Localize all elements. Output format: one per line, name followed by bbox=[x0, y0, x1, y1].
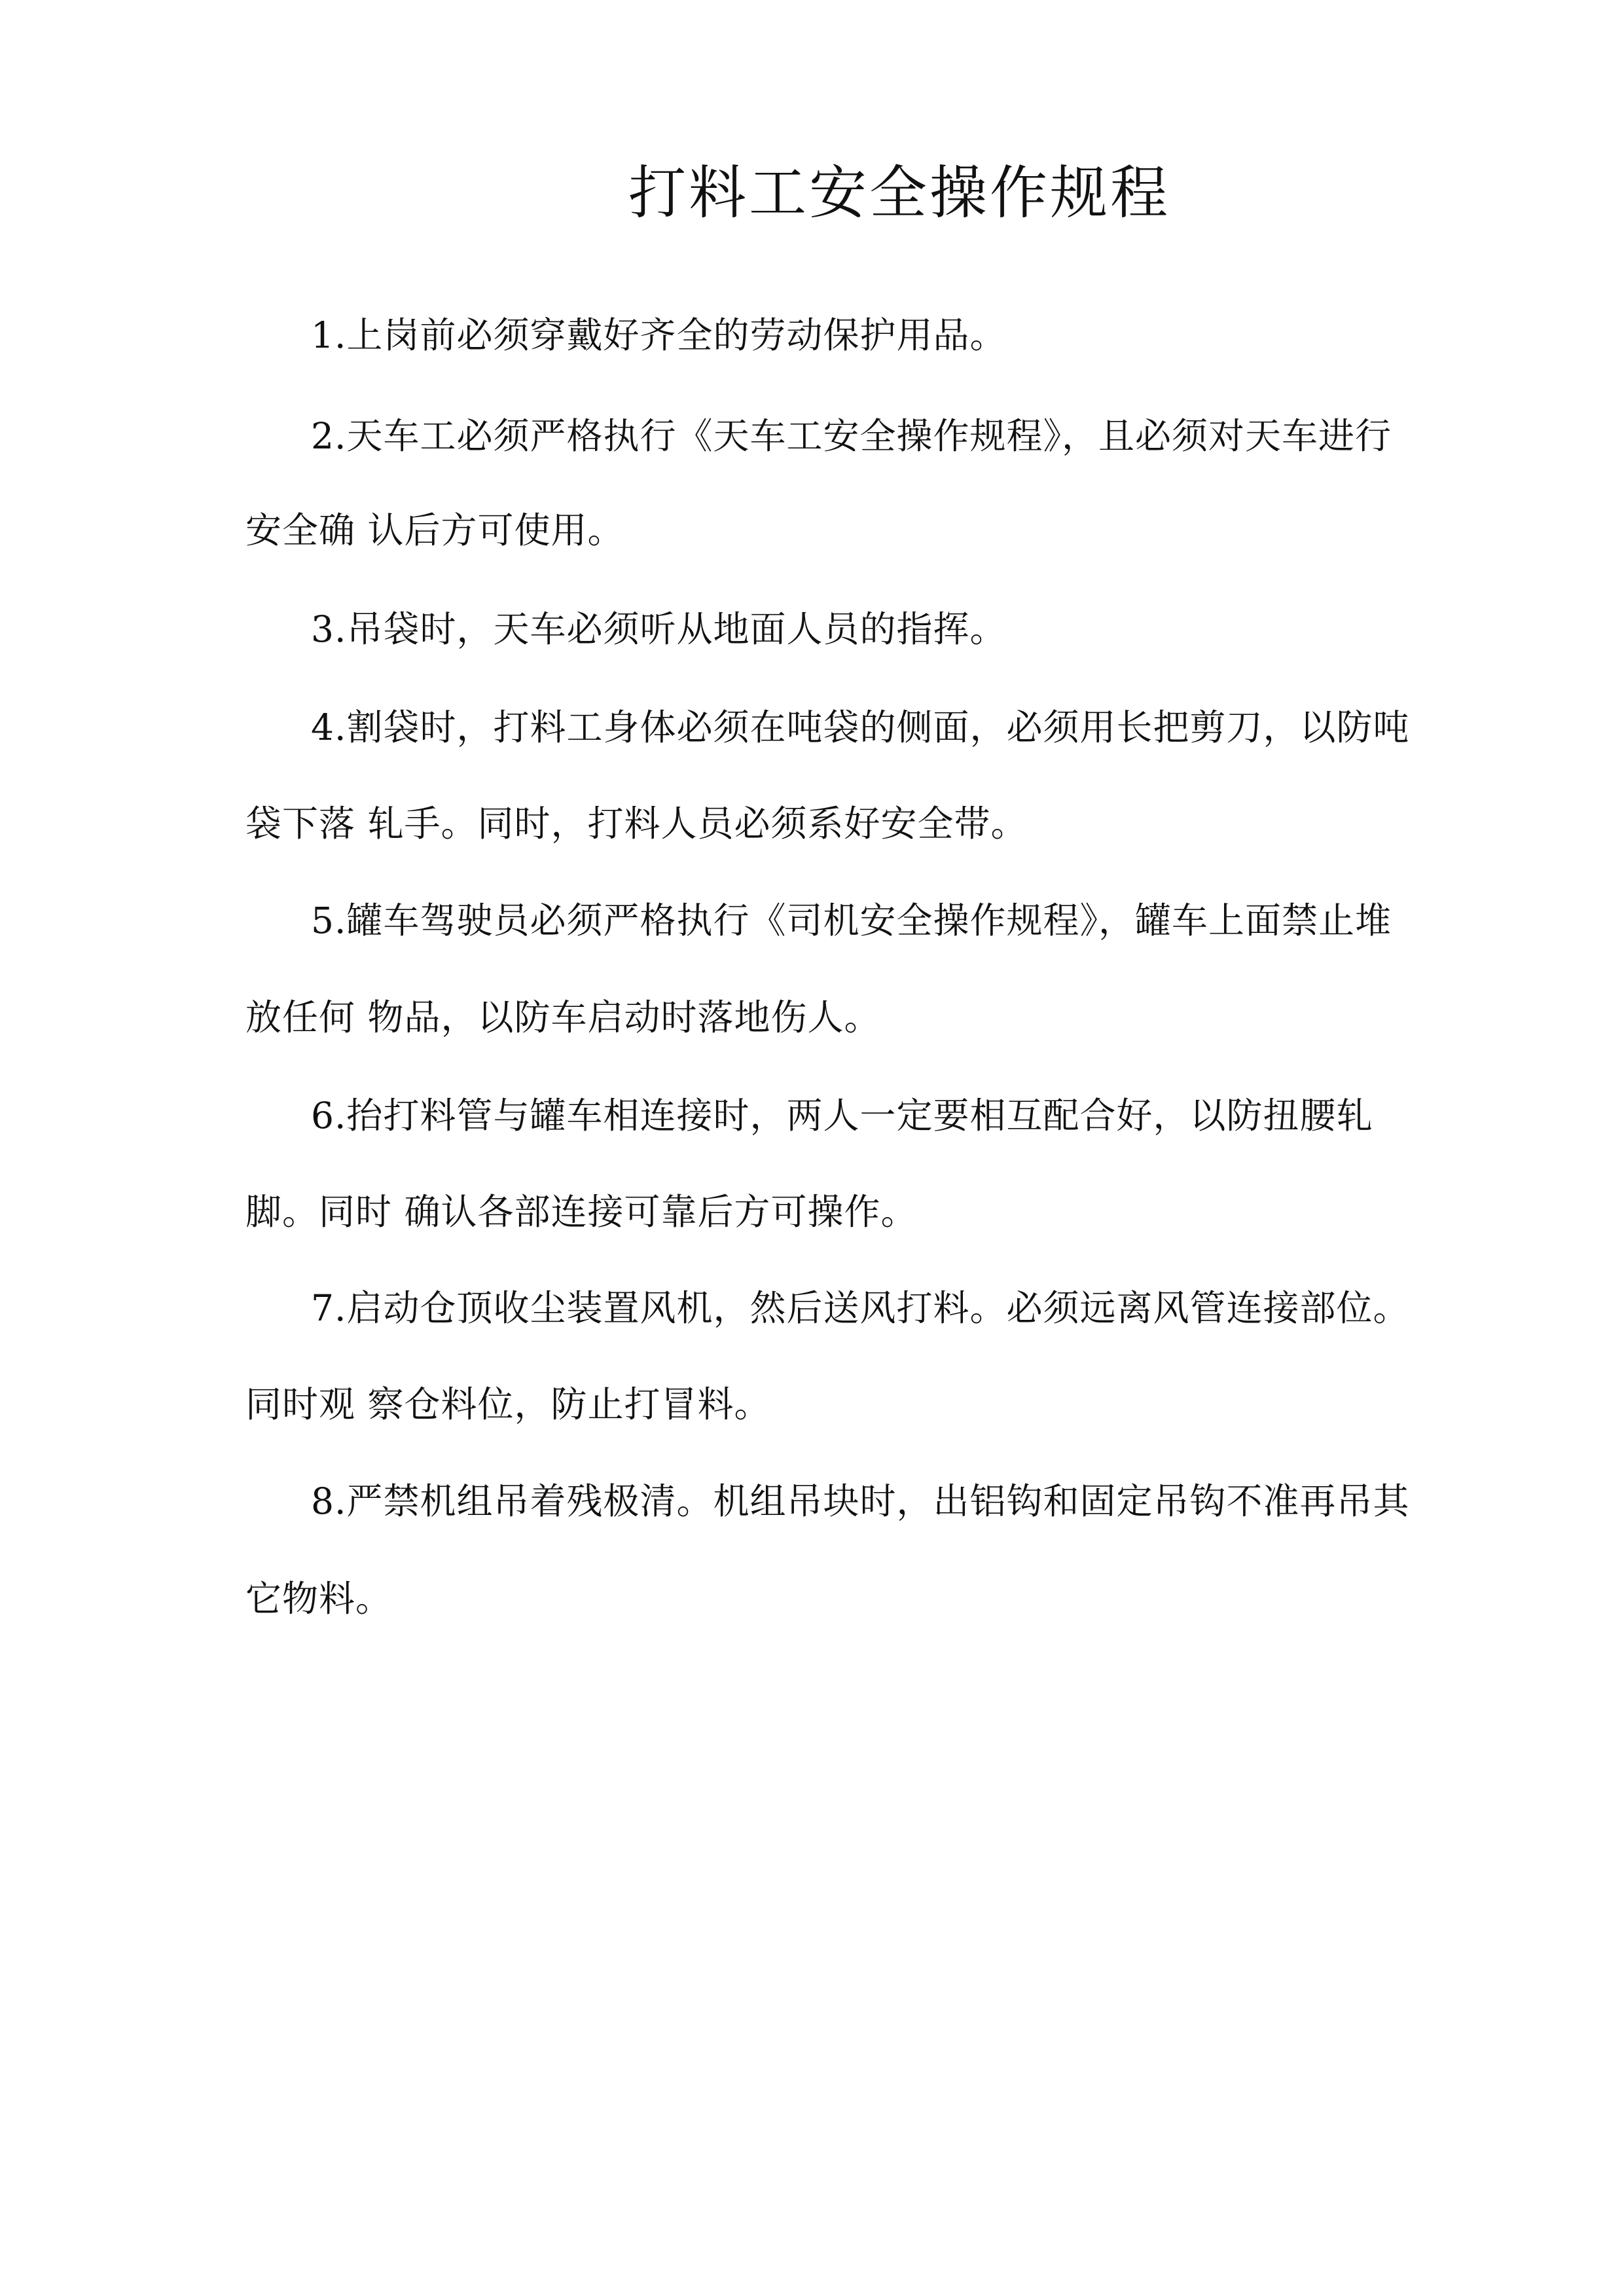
rule-7-line-1: 7.启动仓顶收尘装置风机，然后送风打料。必须远离风管连接部位。 bbox=[311, 1287, 1410, 1329]
rule-7-line-2: 同时观 察仓料位，防止打冒料。 bbox=[245, 1383, 771, 1425]
rule-1-line: 1.上岗前必须穿戴好齐全的劳动保护用品。 bbox=[311, 314, 1007, 356]
rule-4-line-2: 袋下落 轧手。同时，打料人员必须系好安全带。 bbox=[245, 803, 1028, 845]
rule-8-line-1: 8.严禁机组吊着残极清。机组吊块时，出铝钩和固定吊钩不准再吊其 bbox=[311, 1480, 1410, 1522]
document-title: 打料工安全操作规程 bbox=[628, 159, 1171, 227]
rule-2-line-2: 安全确 认后方可使用。 bbox=[245, 509, 624, 551]
rule-6-line-1: 6.抬打料管与罐车相连接时，两人一定要相互配合好，以防扭腰轧 bbox=[311, 1095, 1373, 1137]
rule-6-line-2: 脚。同时 确认各部连接可靠后方可操作。 bbox=[245, 1191, 918, 1233]
rule-8-line-2: 它物料。 bbox=[245, 1578, 393, 1620]
rule-5-line-2: 放任何 物品，以防车启动时落地伤人。 bbox=[245, 996, 881, 1038]
rule-2-line-1: 2.天车工必须严格执行《天车工安全操作规程》，且必须对天车进行 bbox=[311, 415, 1392, 457]
rule-5-line-1: 5.罐车驾驶员必须严格执行《司机安全操作规程》，罐车上面禁止堆 bbox=[311, 900, 1392, 941]
rule-4-line-1: 4.割袋时，打料工身体必须在吨袋的侧面，必须用长把剪刀，以防吨 bbox=[311, 706, 1410, 748]
rule-3-line: 3.吊袋时，天车必须听从地面人员的指挥。 bbox=[311, 608, 1007, 650]
